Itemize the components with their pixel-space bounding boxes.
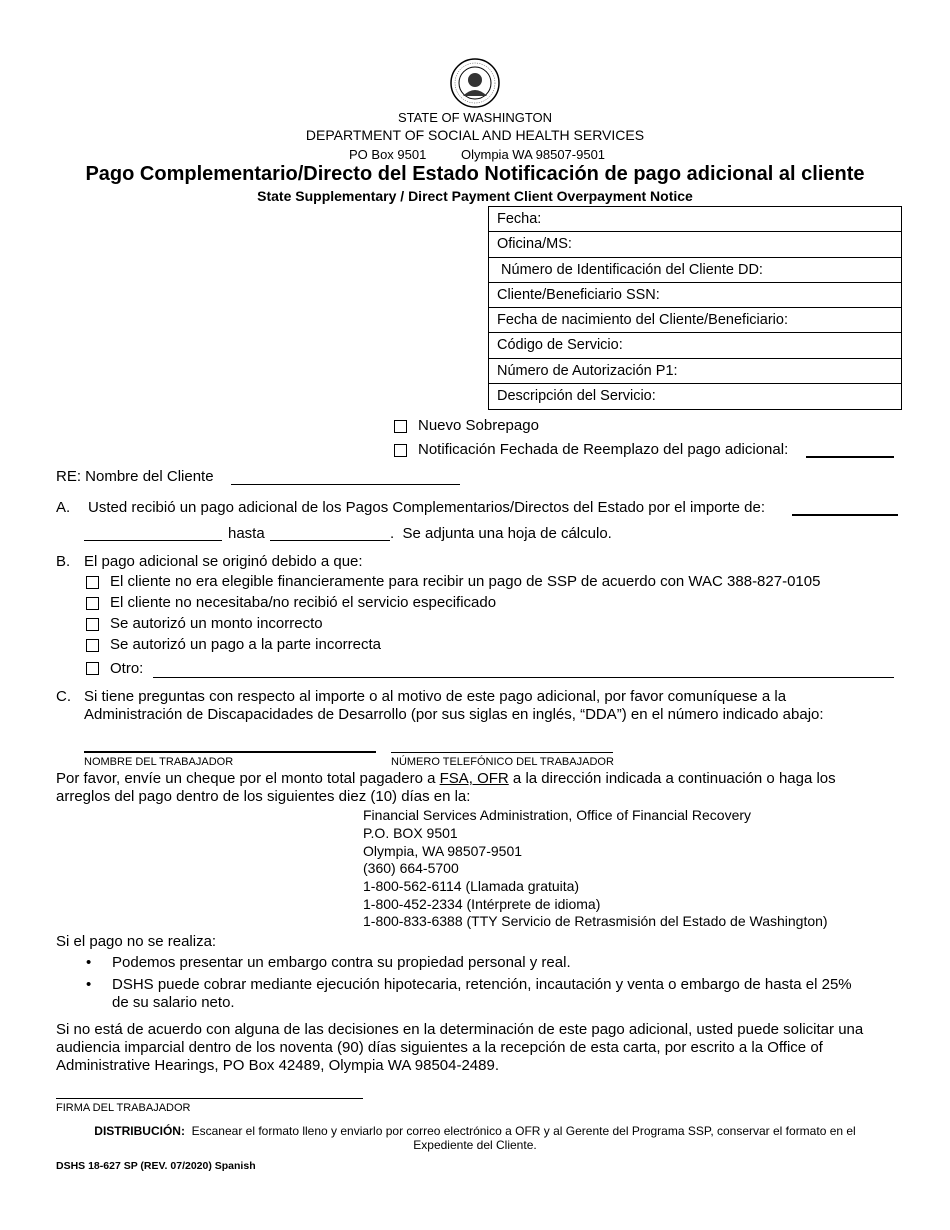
section-c-letter: C. — [56, 688, 71, 705]
header-city: Olympia WA 98507-9501 — [461, 147, 606, 162]
address-line: P.O. BOX 9501 — [363, 825, 458, 841]
bullet-icon: • — [86, 976, 92, 993]
info-row-service-code[interactable]: Código de Servicio: — [489, 333, 901, 358]
worker-name-label: NOMBRE DEL TRABAJADOR — [84, 756, 234, 768]
new-overpayment-checkbox[interactable] — [394, 420, 407, 433]
info-row-date[interactable]: Fecha: — [489, 207, 901, 232]
worker-signature-field[interactable] — [56, 1098, 363, 1099]
page-subtitle: State Supplementary / Direct Payment Client Overpayment Notice — [257, 188, 693, 204]
reason-not-eligible-label: El cliente no era elegible financieramente para recibir un pago de SSP de acuerdo con WAC 388-827-0105 — [110, 573, 821, 590]
client-name-field[interactable] — [231, 484, 460, 485]
nonpayment-bullet-2-line1: DSHS puede cobrar mediante ejecución hipotecaria, retención, incautación y venta o embargo de hasta el 25% — [112, 976, 852, 993]
overpayment-amount-field[interactable] — [792, 514, 898, 516]
address-line: Financial Services Administration, Office of Financial Recovery — [363, 807, 752, 823]
client-info-table — [488, 206, 902, 410]
reason-service-not-received-label: El cliente no necesitaba/no recibió el servicio especificado — [110, 594, 497, 611]
replacement-notice-label: Notificación Fechada de Reemplazo del pago adicional: — [418, 441, 789, 458]
nonpayment-intro: Si el pago no se realiza: — [56, 933, 217, 950]
section-b-text: El pago adicional se originó debido a que: — [84, 553, 363, 570]
replacement-date-field[interactable] — [806, 456, 894, 458]
section-a-tail: . Se adjunta una hoja de cálculo. — [390, 525, 612, 542]
address-phone: 1-800-562-6114 (Llamada gratuita) — [363, 878, 580, 894]
info-row-client-id[interactable]: Número de Identificación del Cliente DD: — [489, 258, 901, 283]
reason-other-field[interactable] — [153, 677, 894, 678]
section-c-line2: Administración de Discapacidades de Desarrollo (por sus siglas en inglés, “DDA”) en el número indicado abajo: — [84, 706, 824, 723]
worker-phone-field[interactable] — [391, 752, 613, 753]
info-row-birthdate[interactable]: Fecha de nacimiento del Cliente/Beneficiario: — [489, 308, 901, 333]
nonpayment-bullet-2-line2: de su salario neto. — [112, 994, 235, 1011]
info-row-office[interactable]: Oficina/MS: — [489, 232, 901, 257]
appeal-line2: audiencia imparcial dentro de los noventa (90) días siguientes a la recepción de esta carta, por escrito a la Office of — [56, 1039, 823, 1056]
payee-name: FSA, OFR — [439, 770, 509, 787]
distribution-label: DISTRIBUCIÓN: — [94, 1124, 185, 1138]
appeal-line1: Si no está de acuerdo con alguna de las decisiones en la determinación de este pago adicional, usted puede solicitar una — [56, 1021, 864, 1038]
reason-not-eligible-checkbox[interactable] — [86, 576, 99, 589]
distribution-line1: DISTRIBUCIÓN: Escanear el formato lleno y enviarlo por correo electrónico a OFR y al Gerente del Programa SSP, conservar el formato en el — [94, 1124, 856, 1138]
form-id: DSHS 18-627 SP (REV. 07/2020) Spanish — [56, 1160, 256, 1172]
re-client-name-label: RE: Nombre del Cliente — [56, 468, 214, 485]
state-seal — [450, 58, 500, 108]
reason-incorrect-amount-label: Se autorizó un monto incorrecto — [110, 615, 323, 632]
section-a-hasta: hasta — [228, 525, 265, 542]
worker-phone-label: NÚMERO TELEFÓNICO DEL TRABAJADOR — [391, 756, 614, 768]
header-po-box: PO Box 9501 — [349, 147, 427, 162]
reason-incorrect-amount-checkbox[interactable] — [86, 618, 99, 631]
reason-wrong-party-label: Se autorizó un pago a la parte incorrecta — [110, 636, 382, 653]
reason-other-label: Otro: — [110, 660, 144, 677]
header-state: STATE OF WASHINGTON — [397, 110, 553, 125]
address-phone: 1-800-452-2334 (Intérprete de idioma) — [363, 896, 601, 912]
reason-other-checkbox[interactable] — [86, 662, 99, 675]
info-row-ssn[interactable]: Cliente/Beneficiario SSN: — [489, 283, 901, 308]
reason-wrong-party-checkbox[interactable] — [86, 639, 99, 652]
section-c-line1: Si tiene preguntas con respecto al importe o al motivo de este pago adicional, por favor comuníquese a la — [84, 688, 787, 705]
section-a-letter: A. — [56, 499, 71, 516]
info-row-service-description[interactable]: Descripción del Servicio: — [497, 388, 656, 405]
reason-service-not-received-checkbox[interactable] — [86, 597, 99, 610]
header-department: DEPARTMENT OF SOCIAL AND HEALTH SERVICES — [305, 127, 645, 143]
address-phone: 1-800-833-6388 (TTY Servicio de Retrasmisión del Estado de Washington) — [363, 913, 828, 929]
period-from-field[interactable] — [84, 540, 222, 541]
section-b-letter: B. — [56, 553, 71, 570]
nonpayment-bullet-1: Podemos presentar un embargo contra su propiedad personal y real. — [112, 954, 571, 971]
address-line: Olympia, WA 98507-9501 — [363, 843, 523, 859]
new-overpayment-label: Nuevo Sobrepago — [418, 417, 539, 434]
payment-instructions-line2: arreglos del pago dentro de los siguientes diez (10) días en la: — [56, 788, 471, 805]
bullet-icon: • — [86, 954, 92, 971]
appeal-line3: Administrative Hearings, PO Box 42489, Olympia WA 98504-2489. — [56, 1057, 499, 1074]
payment-instructions-line1: Por favor, envíe un cheque por el monto total pagadero a FSA, OFR a la dirección indicada a continuación o haga los — [56, 770, 836, 787]
worker-signature-label: FIRMA DEL TRABAJADOR — [56, 1102, 191, 1114]
section-a-text: Usted recibió un pago adicional de los Pagos Complementarios/Directos del Estado por el importe de: — [88, 499, 766, 516]
page-title: Pago Complementario/Directo del Estado Notificación de pago adicional al cliente — [85, 163, 865, 185]
distribution-line2: Expediente del Cliente. — [413, 1138, 537, 1152]
worker-name-field[interactable] — [84, 751, 376, 753]
address-phone: (360) 664-5700 — [363, 860, 459, 876]
replacement-notice-checkbox[interactable] — [394, 444, 407, 457]
info-row-authorization[interactable]: Número de Autorización P1: — [489, 359, 901, 384]
period-to-field[interactable] — [270, 540, 390, 541]
